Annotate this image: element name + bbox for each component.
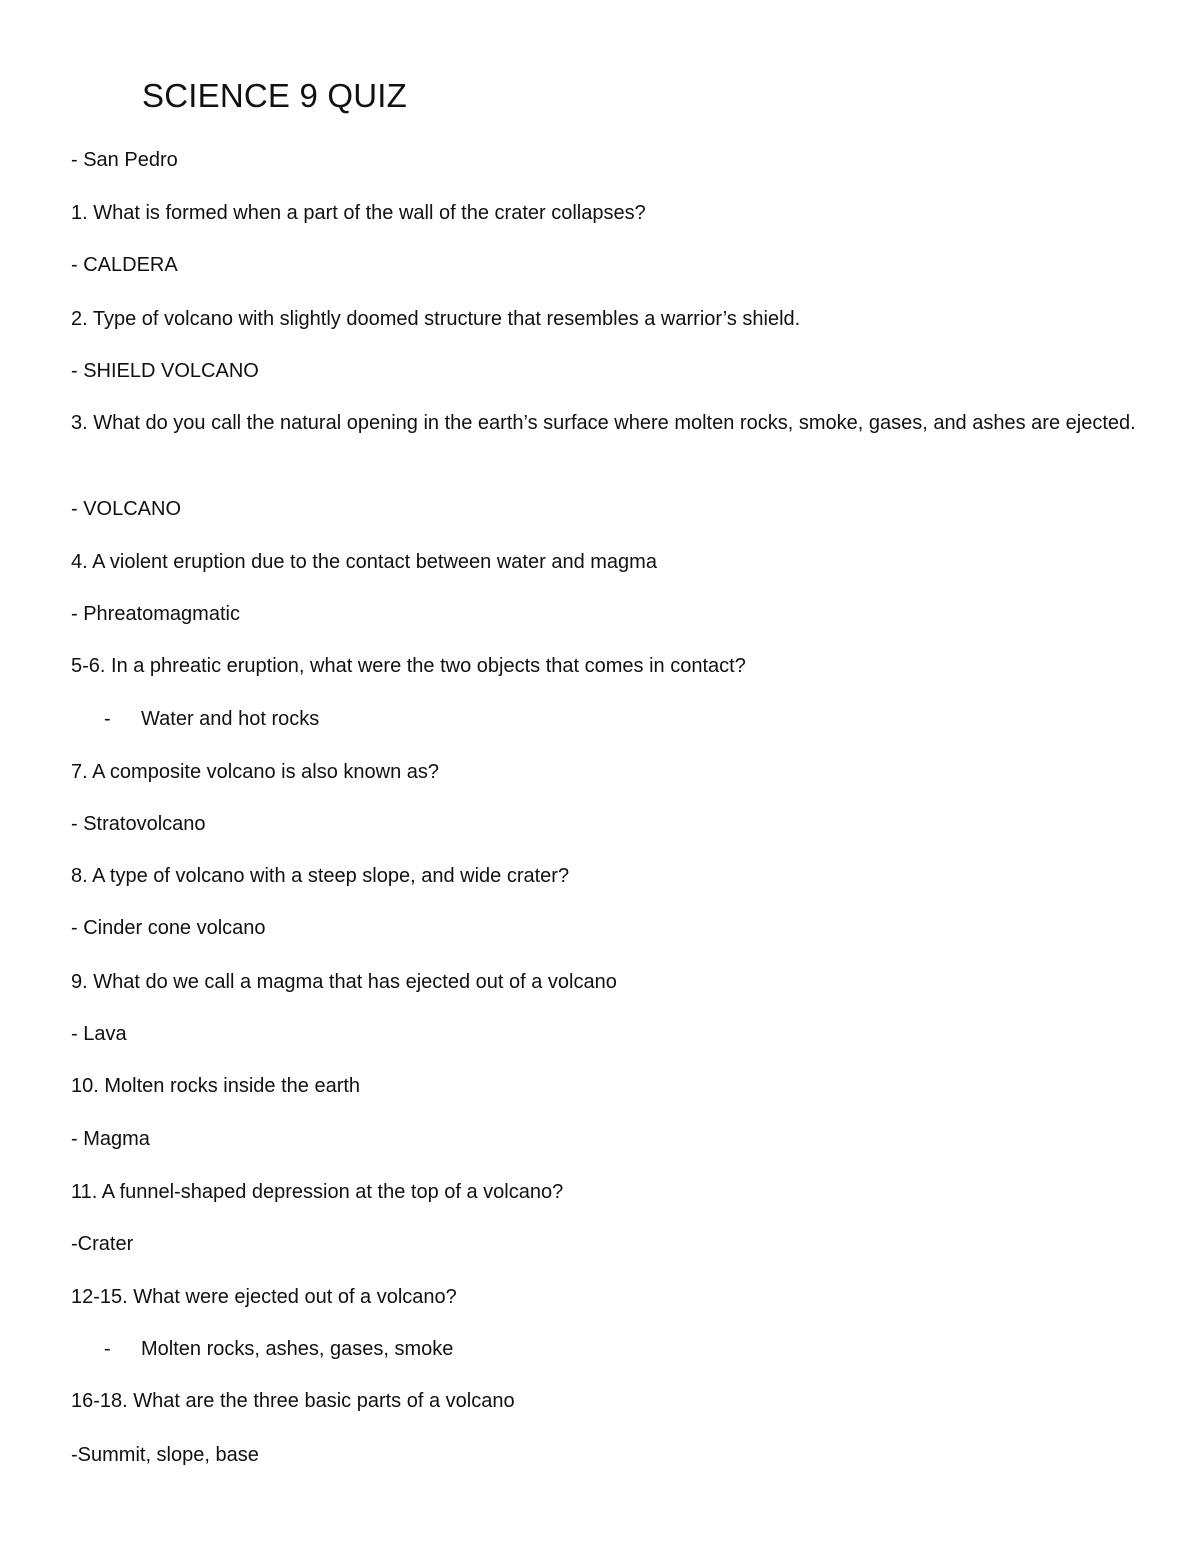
answer-bullet: -	[104, 1338, 111, 1360]
question-10: 10. Molten rocks inside the earth	[71, 1075, 361, 1097]
answer-5-6: Water and hot rocks	[141, 708, 320, 730]
answer-1: - CALDERA	[71, 254, 178, 276]
answer-11: -Crater	[71, 1233, 134, 1255]
question-1: 1. What is formed when a part of the wall of the crater collapses?	[71, 202, 646, 224]
question-9: 9. What do we call a magma that has ejected out of a volcano	[71, 971, 617, 993]
answer-3: - VOLCANO	[71, 498, 182, 520]
answer-12-15: Molten rocks, ashes, gases, smoke	[141, 1338, 454, 1360]
question-7: 7. A composite volcano is also known as?	[71, 761, 439, 783]
answer-2: - SHIELD VOLCANO	[71, 360, 259, 382]
student-name: - San Pedro	[71, 149, 178, 171]
question-16-18: 16-18. What are the three basic parts of a volcano	[71, 1390, 515, 1412]
answer-16-18: -Summit, slope, base	[71, 1444, 259, 1466]
question-12-15: 12-15. What were ejected out of a volcano?	[71, 1286, 457, 1308]
question-4: 4. A violent eruption due to the contact between water and magma	[71, 551, 657, 573]
answer-8: - Cinder cone volcano	[71, 917, 266, 939]
question-3: 3. What do you call the natural opening in the earth’s surface where molten rocks, smoke, gases, and ashes are ejected.	[71, 412, 1136, 434]
question-2: 2. Type of volcano with slightly doomed structure that resembles a warrior’s shield.	[71, 308, 801, 330]
question-5-6: 5-6. In a phreatic eruption, what were the two objects that comes in contact?	[71, 655, 746, 677]
question-8: 8. A type of volcano with a steep slope, and wide crater?	[71, 865, 570, 887]
answer-4: - Phreatomagmatic	[71, 603, 240, 625]
answer-10: - Magma	[71, 1128, 150, 1150]
answer-9: - Lava	[71, 1023, 127, 1045]
answer-bullet: -	[104, 708, 111, 730]
page-title: SCIENCE 9 QUIZ	[142, 77, 408, 114]
answer-7: - Stratovolcano	[71, 813, 206, 835]
question-11: 11. A funnel-shaped depression at the top of a volcano?	[71, 1181, 564, 1203]
